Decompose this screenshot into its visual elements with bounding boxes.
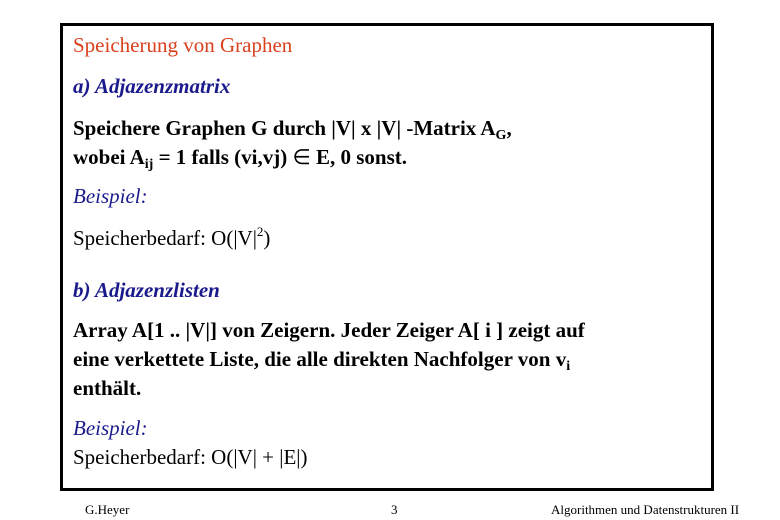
section-a-line1-end: , — [506, 116, 512, 140]
section-b-description — [73, 316, 585, 403]
element-of-symbol: ∈ — [292, 145, 311, 169]
section-a-line2-start: wobei A — [73, 145, 145, 169]
matrix-subscript: G — [495, 128, 507, 143]
section-b-line3: enthält. — [73, 376, 142, 400]
footer-course: Algorithmen und Datenstrukturen II — [551, 502, 740, 517]
successor-subscript: i — [566, 359, 571, 374]
section-b-example-label: Beispiel: — [73, 416, 148, 440]
section-a-storage — [73, 224, 270, 253]
section-b-line2-start: eine verkettete Liste, die alle direkten Nachfolger von v — [73, 347, 567, 371]
footer-author: G.Heyer — [85, 502, 130, 517]
section-a-example-label: Beispiel: — [73, 184, 148, 208]
storage-exponent: 2 — [256, 224, 264, 239]
footer-page-number: 3 — [391, 502, 398, 517]
section-a-storage-start: Speicherbedarf: O(|V| — [73, 226, 257, 250]
section-a-line2-end: E, 0 sonst. — [310, 145, 408, 169]
section-a-line1-text: Speichere Graphen G durch |V| x |V| -Matrix A — [73, 116, 496, 140]
section-a-heading: a) Adjazenzmatrix — [73, 74, 231, 98]
slide-title: Speicherung von Graphen — [73, 33, 293, 57]
entry-subscript: ij — [144, 157, 154, 172]
section-b-heading: b) Adjazenzlisten — [73, 278, 220, 302]
section-a-line2-mid: = 1 falls (vi,vj) — [153, 145, 293, 169]
section-b-storage: Speicherbedarf: O(|V| + |E|) — [73, 445, 308, 469]
section-a-description — [73, 114, 512, 172]
section-b-line1: Array A[1 .. |V|] von Zeigern. Jeder Zeiger A[ i ] zeigt auf — [73, 318, 585, 342]
section-a-storage-end: ) — [263, 226, 271, 250]
